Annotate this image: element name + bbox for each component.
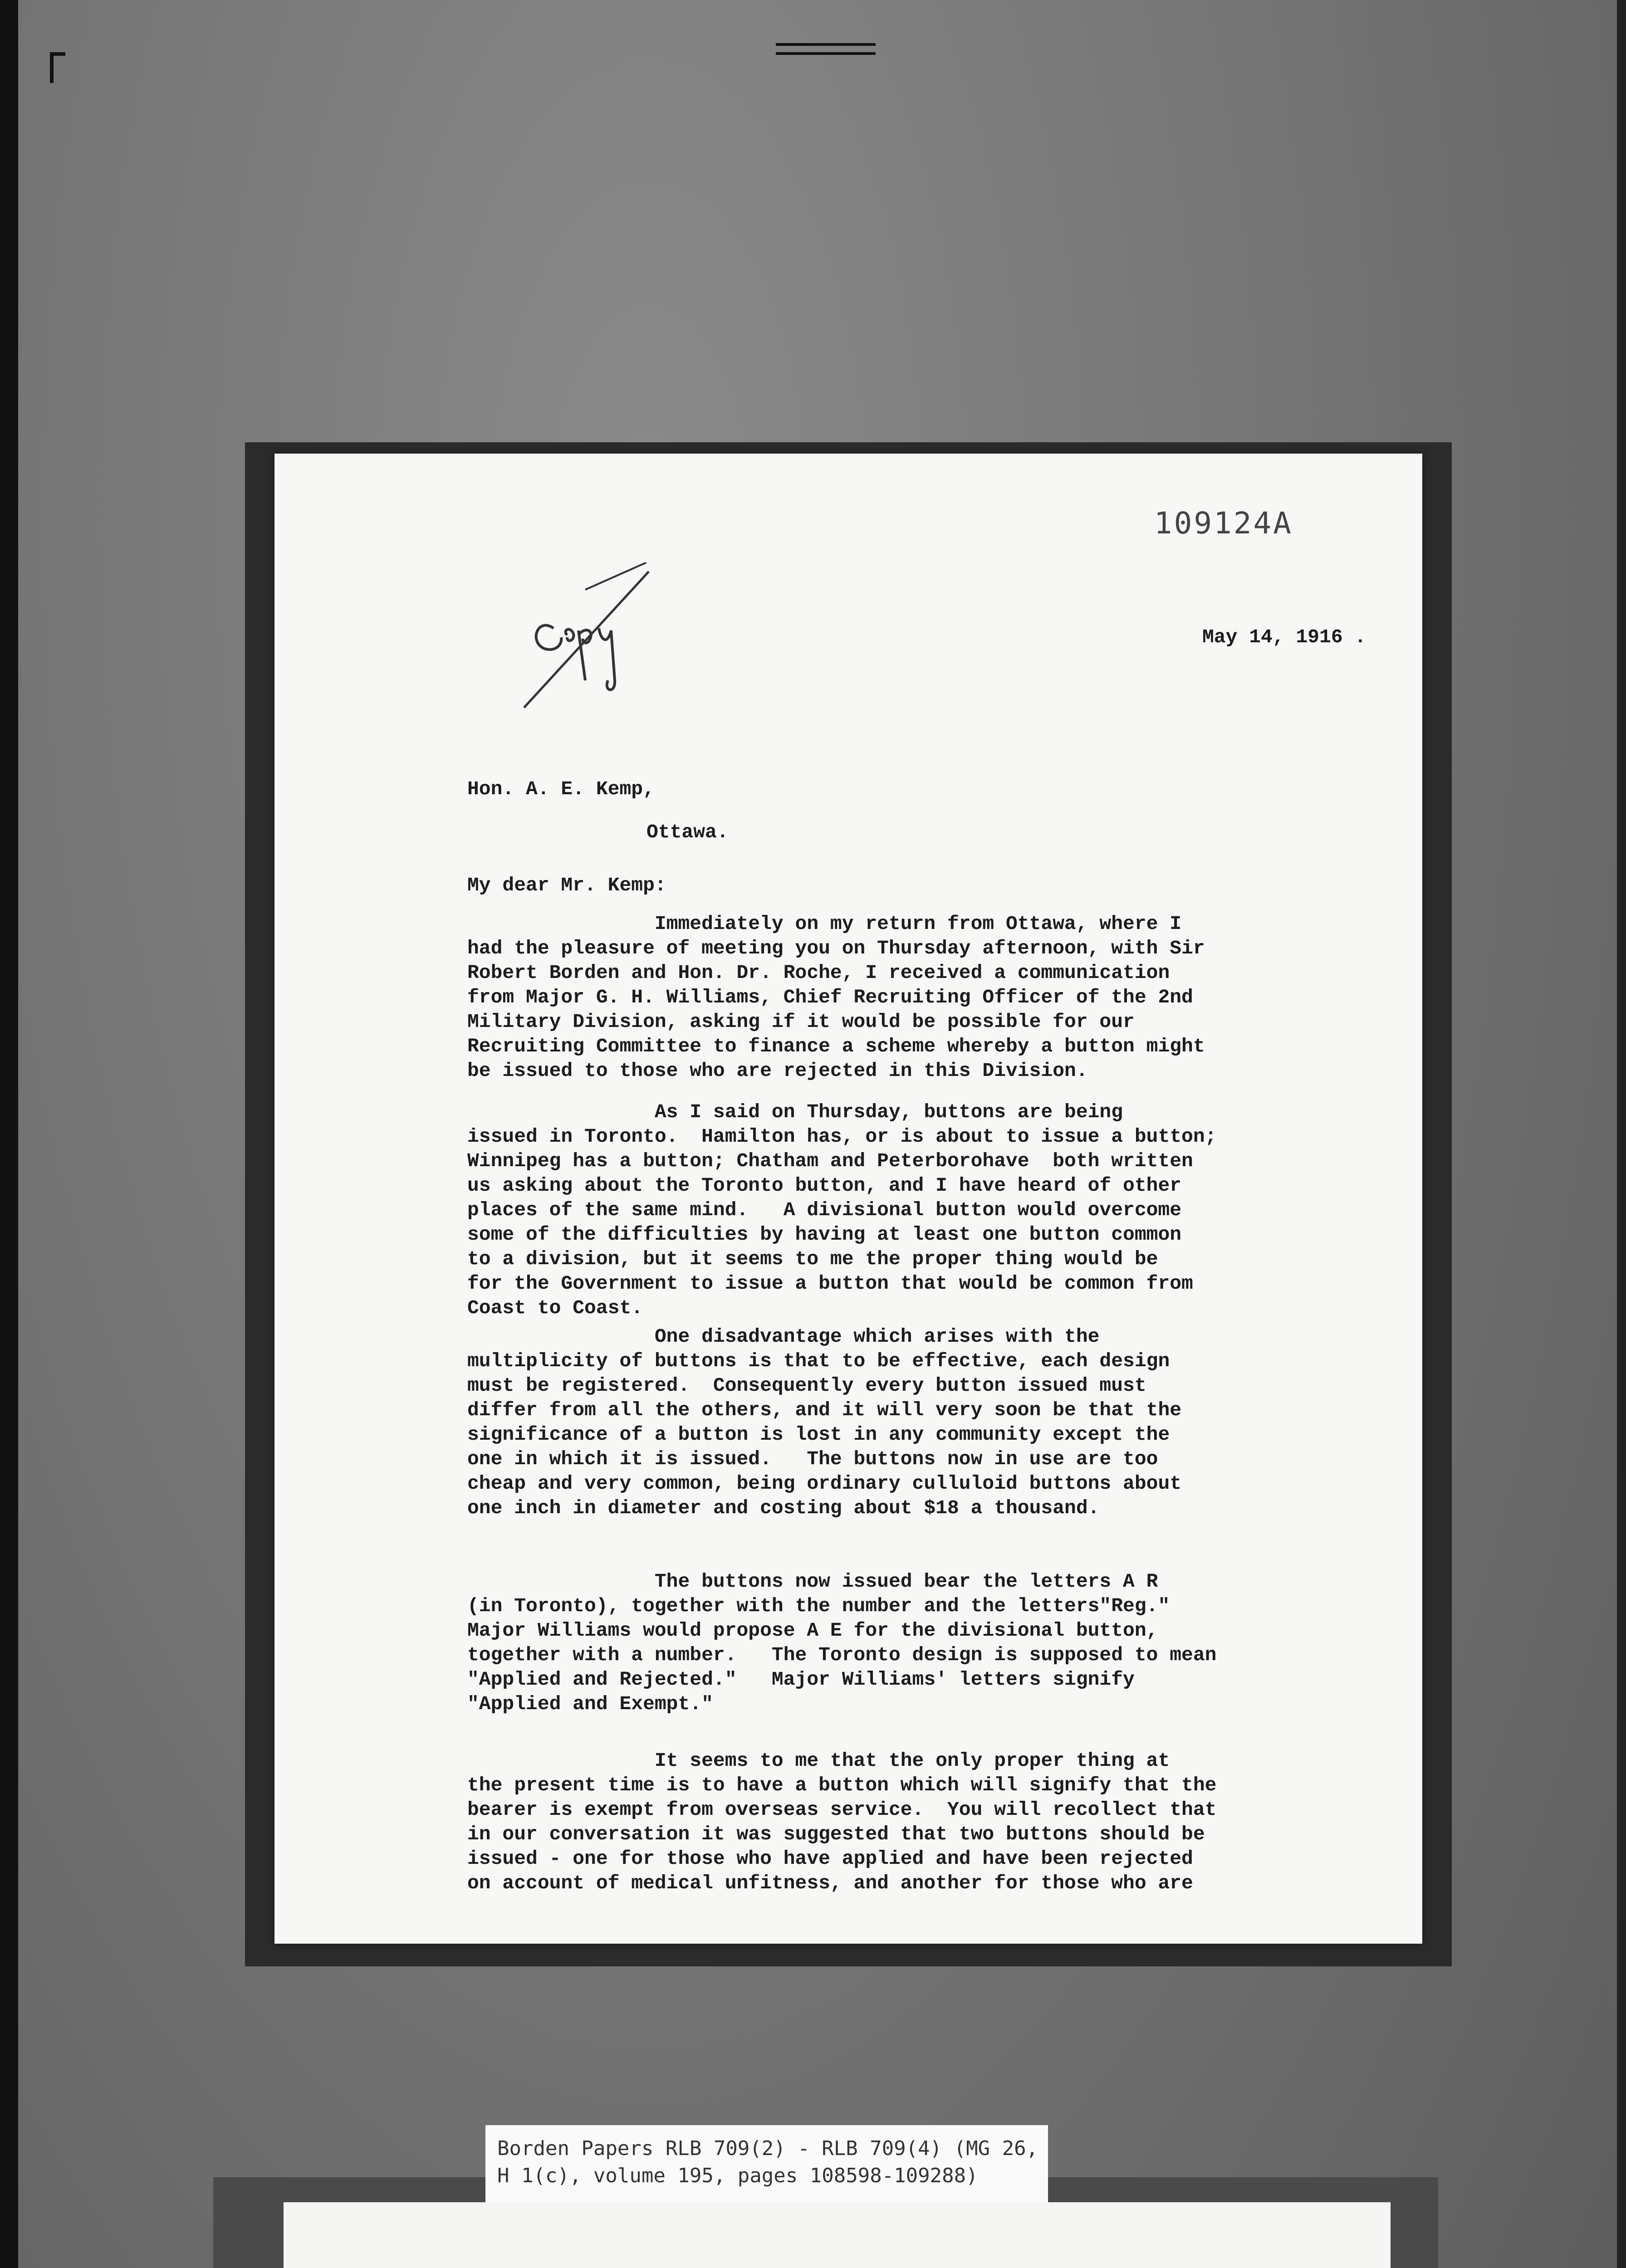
paragraph: It seems to me that the only proper thing at the present time is to have a button which will signify that the bearer is exempt from overseas service. You will recollect that in our conversation it was suggested that two buttons should be issued - one for those who have applied and have been rejected on account of medical unfitness, and another for those who are: [467, 1750, 1217, 1894]
film-edge-left: [0, 0, 18, 2268]
paragraph: The buttons now issued bear the letters A R (in Toronto), together with the number and the letters"Reg." Major Williams would propose A E for the divisional button, together with a number. The Toronto design is supposed to mean "Applied and Rejected." Major Williams' letters signify "Applied and Exempt.": [467, 1570, 1217, 1715]
letter-page: [274, 454, 1422, 1944]
letter-date: May 14, 1916 .: [1202, 626, 1366, 648]
salutation: My dear Mr. Kemp:: [467, 874, 666, 896]
addressee-city: Ottawa.: [646, 821, 729, 843]
paragraph: One disadvantage which arises with the multiplicity of buttons is that to be effective, each design must be registered. Consequently every button issued must differ from all the others, and it will very soon be that the significance of a button is lost in any community except the one in which it is issued. The buttons now in use are too cheap and very common, being ordinary culluloid buttons about one inch in diameter and costing about $18 a thousand.: [467, 1325, 1182, 1519]
document-number: 109124A: [1154, 506, 1293, 541]
film-edge-right: [1617, 0, 1626, 2268]
paragraph: As I said on Thursday, buttons are being issued in Toronto. Hamilton has, or is about to issue a button; Winnipeg has a button; Chatham and Peterborohave both written us asking about the Toronto button, and I have heard of other places of the same mind. A divisional button would overcome some of the difficulties by having at least one button common to a division, but it seems to me the proper thing would be for the Government to issue a button that would be common from Coast to Coast.: [467, 1101, 1217, 1319]
corner-crop-mark: [50, 52, 65, 83]
paragraph: Immediately on my return from Ottawa, where I had the pleasure of meeting you on Thursday afternoon, with Sir Robert Borden and Hon. Dr. Roche, I received a communication from Major G. H. Williams, Chief Recruiting Officer of the 2nd Military Division, asking if it would be possible for our Recruiting Committee to finance a scheme whereby a button might be issued to those who are rejected in this Division.: [467, 913, 1205, 1082]
archive-stamp-card: [284, 2202, 1391, 2268]
source-caption: Borden Papers RLB 709(2) - RLB 709(4) (MG 26, H 1(c), volume 195, pages 108598-109288): [485, 2125, 1048, 2211]
top-register-marks: [776, 43, 876, 70]
addressee: Hon. A. E. Kemp,: [467, 778, 655, 800]
letter-body: [467, 454, 1366, 1894]
